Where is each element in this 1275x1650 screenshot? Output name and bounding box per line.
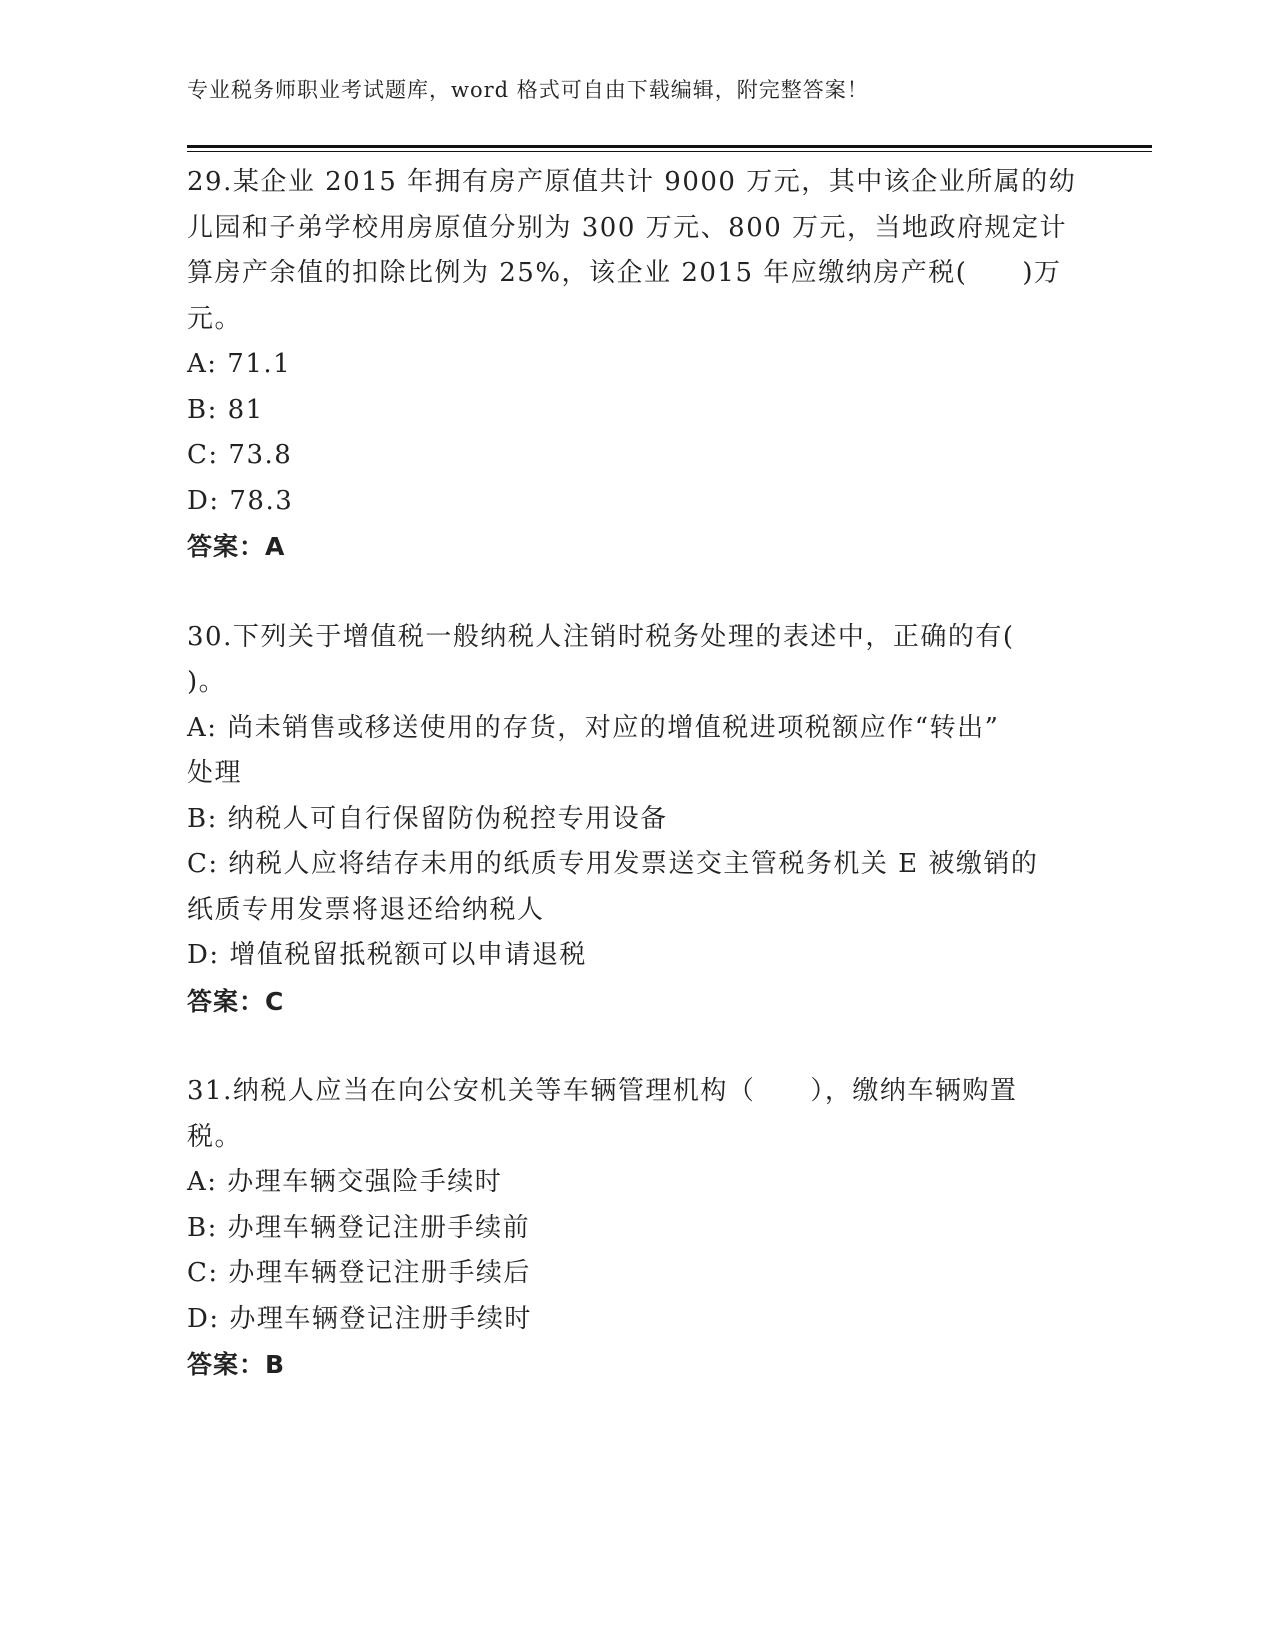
option-b: B: 81 <box>187 394 264 425</box>
option-b: B: 纳税人可自行保留防伪税控专用设备 <box>187 803 668 834</box>
question-31 <box>187 1069 1087 1388</box>
question-stem-line: )。 <box>187 667 227 697</box>
question-stem-line: 元。 <box>187 303 243 334</box>
option-c-continued: 纸质专用发票将退还给纳税人 <box>187 894 545 925</box>
option-a: A: 71.1 <box>187 349 292 379</box>
option-d: D: 78.3 <box>187 485 294 516</box>
option-d: D: 办理车辆登记注册手续时 <box>187 1303 532 1334</box>
answer: 答案：B <box>187 1350 286 1379</box>
question-spacer <box>187 1024 1087 1069</box>
question-stem-line: 税。 <box>187 1121 243 1152</box>
header-rule-thin <box>187 151 1152 152</box>
question-stem-line: 30.下列关于增值税一般纳税人注销时税务处理的表述中，正确的有( <box>187 621 1015 652</box>
question-spacer <box>187 570 1087 615</box>
header-rule-thick <box>187 145 1152 148</box>
question-stem-line: 算房产余值的扣除比例为 25%，该企业 2015 年应缴纳房产税( )万 <box>187 258 1062 288</box>
option-a: A: 办理车辆交强险手续时 <box>187 1167 503 1197</box>
option-b: B: 办理车辆登记注册手续前 <box>187 1212 531 1243</box>
option-c: C: 纳税人应将结存未用的纸质专用发票送交主管税务机关 E 被缴销的 <box>187 849 1039 879</box>
answer: 答案：C <box>187 986 285 1016</box>
option-a: A: 尚未销售或移送使用的存货，对应的增值税进项税额应作“转出” <box>187 712 1000 743</box>
option-a-continued: 处理 <box>187 758 243 788</box>
option-c: C: 73.8 <box>187 440 293 470</box>
question-stem-line: 29.某企业 2015 年拥有房产原值共计 9000 万元，其中该企业所属的幼 <box>187 167 1077 197</box>
question-29 <box>187 160 1087 570</box>
question-stem-line: 儿园和子弟学校用房原值分别为 300 万元、800 万元，当地政府规定计 <box>187 212 1068 243</box>
question-list <box>187 160 1087 1388</box>
page-header: 专业税务师职业考试题库，word 格式可自由下载编辑，附完整答案！ <box>187 78 869 102</box>
option-d: D: 增值税留抵税额可以申请退税 <box>187 940 587 970</box>
question-30 <box>187 615 1087 1025</box>
answer: 答案：A <box>187 532 286 561</box>
option-c: C: 办理车辆登记注册手续后 <box>187 1258 531 1288</box>
question-stem-line: 31.纳税人应当在向公安机关等车辆管理机构（ ），缴纳车辆购置 <box>187 1076 1018 1106</box>
